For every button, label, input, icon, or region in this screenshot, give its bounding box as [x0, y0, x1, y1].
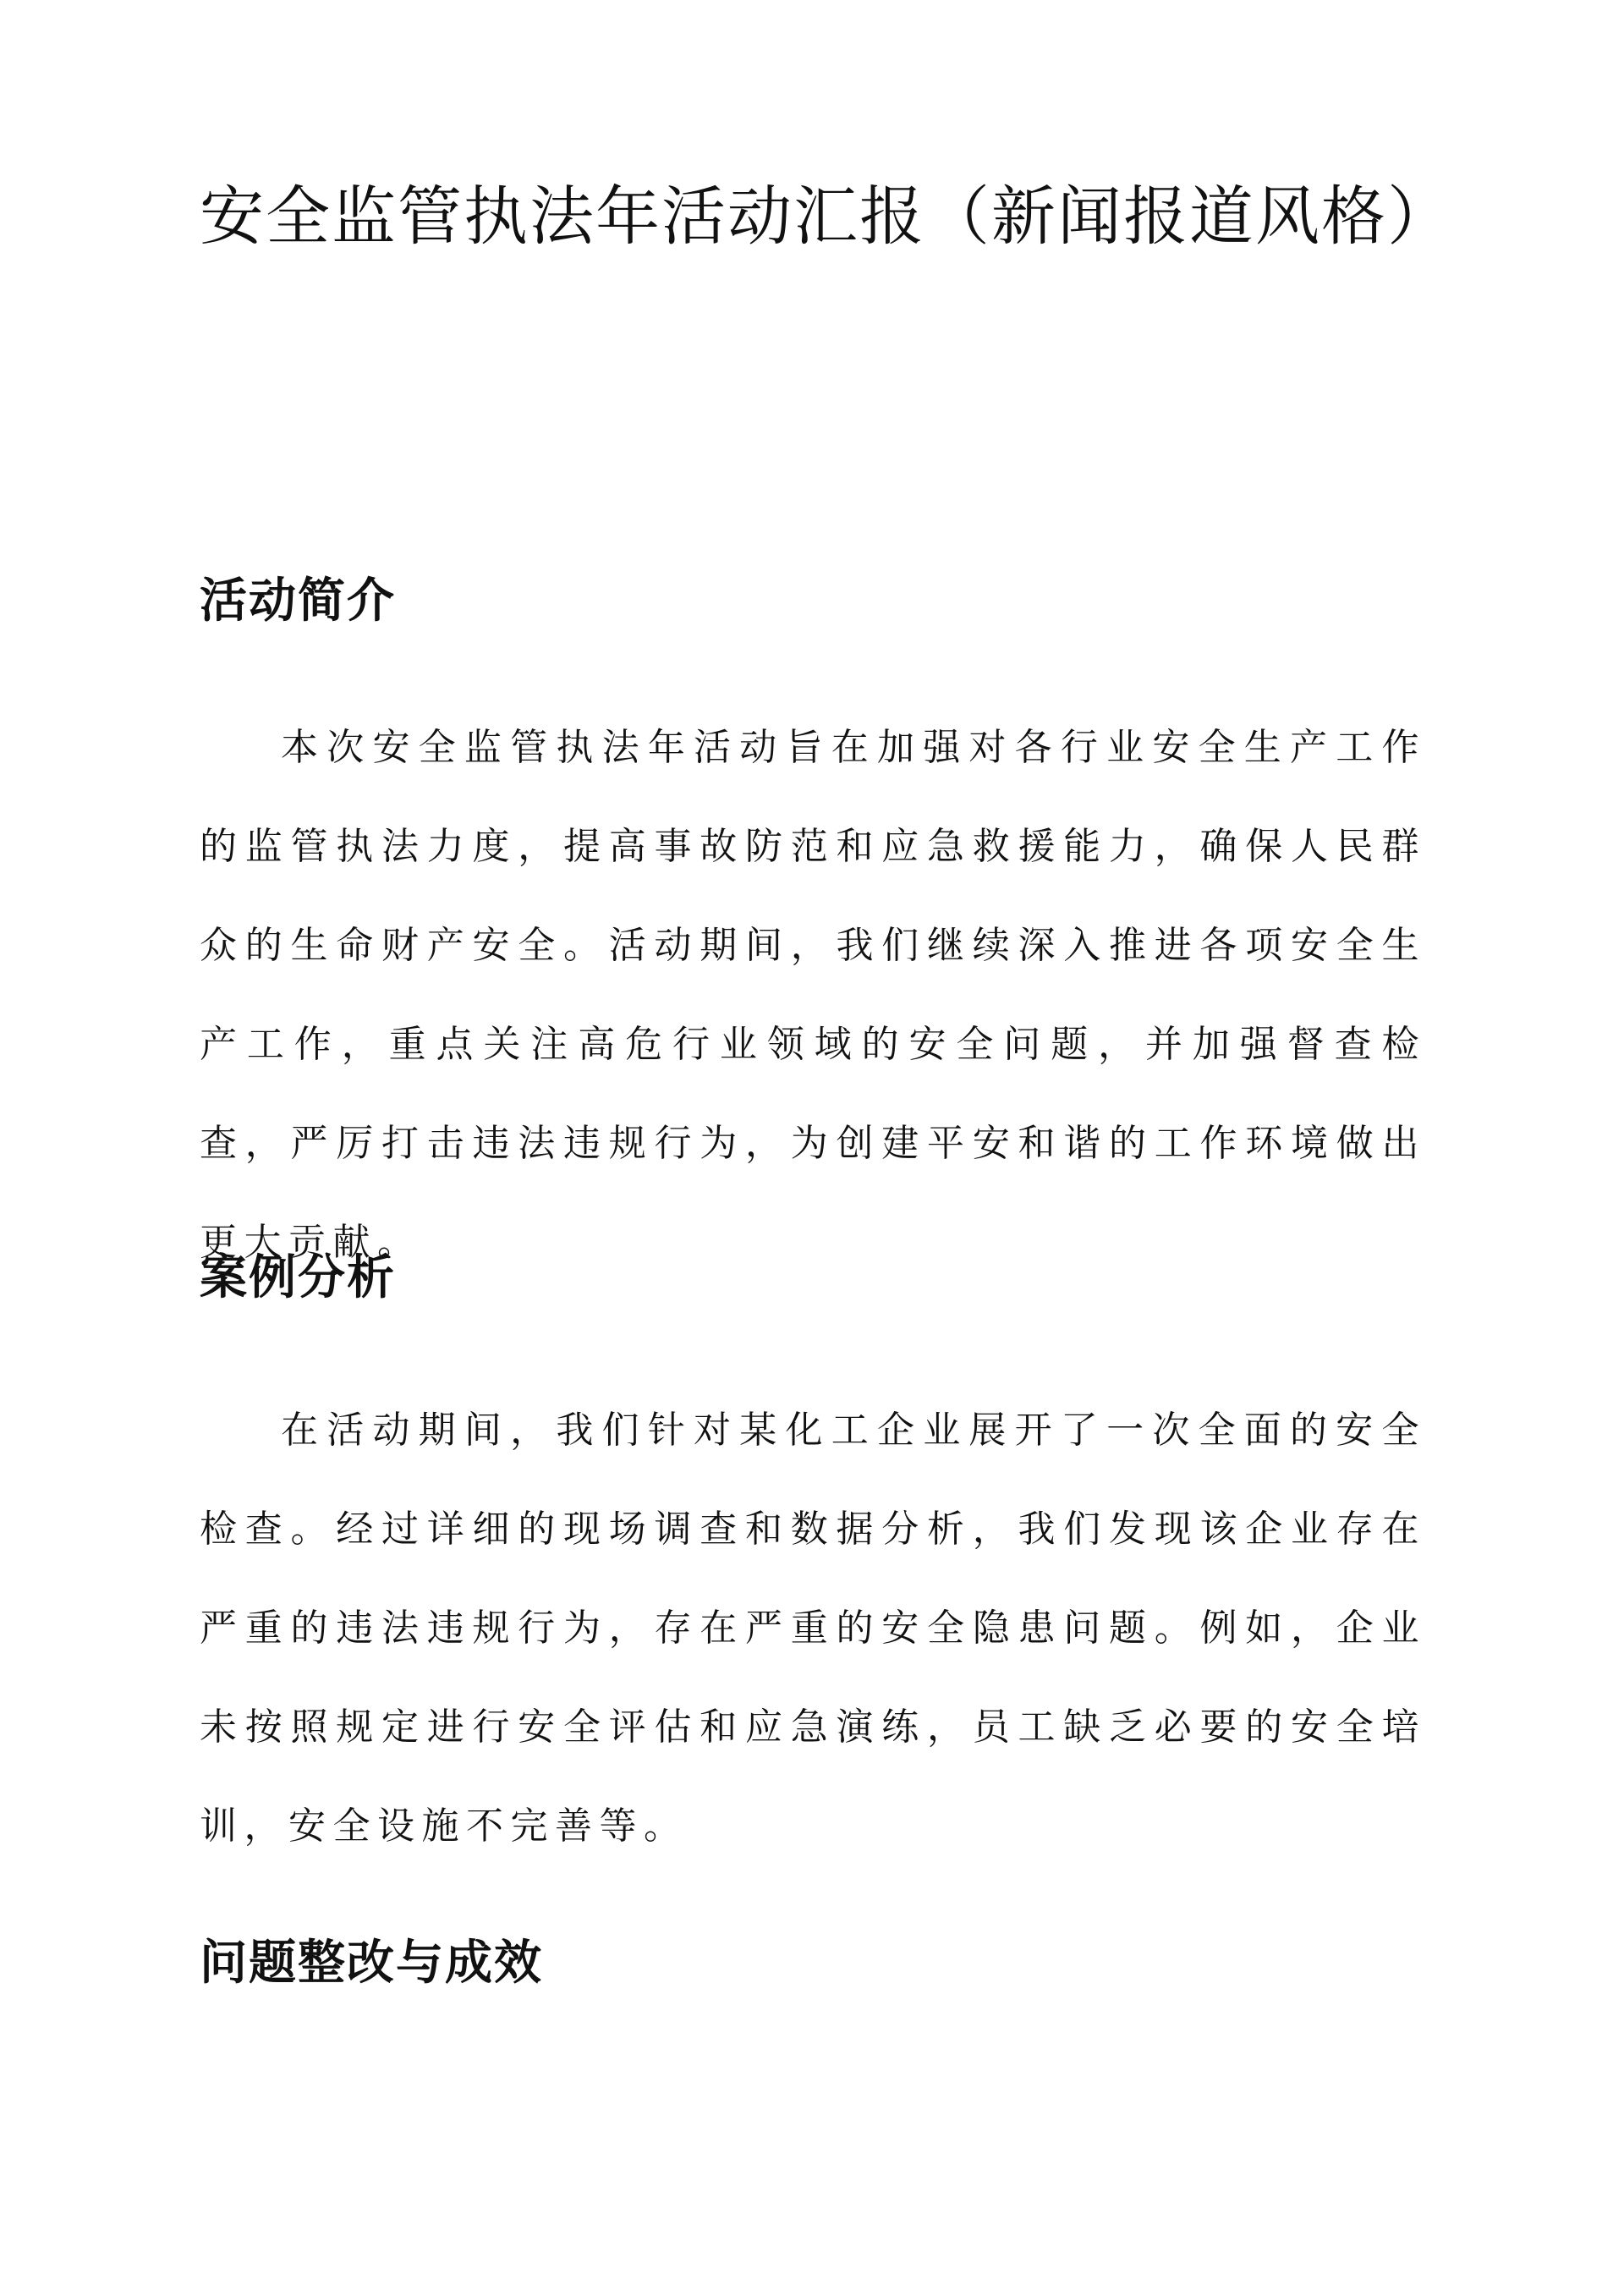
section-heading-case: 案例分析: [200, 1250, 396, 1305]
section-body-case: 在活动期间，我们针对某化工企业展开了一次全面的安全检查。经过详细的现场调查和数据分析，我们发现该企业存在严重的违法违规行为，存在严重的安全隐患问题。例如，企业未按照规定进行安全评估和应急演练，员工缺乏必要的安全培训，安全设施不完善等。: [200, 1409, 1426, 1848]
document-title: 安全监管执法年活动汇报（新闻报道风格）: [200, 179, 1453, 254]
section-heading-intro: 活动简介: [200, 573, 396, 629]
section-body-intro: 本次安全监管执法年活动旨在加强对各行业安全生产工作的监管执法力度，提高事故防范和应急救援能力，确保人民群众的生命财产安全。活动期间，我们继续深入推进各项安全生产工作，重点关注高危行业领域的安全问题，并加强督查检查，严厉打击违法违规行为，为创建平安和谐的工作环境做出更大贡献。: [200, 726, 1426, 1264]
section-heading-rectification: 问题整改与成效: [200, 1935, 543, 1991]
